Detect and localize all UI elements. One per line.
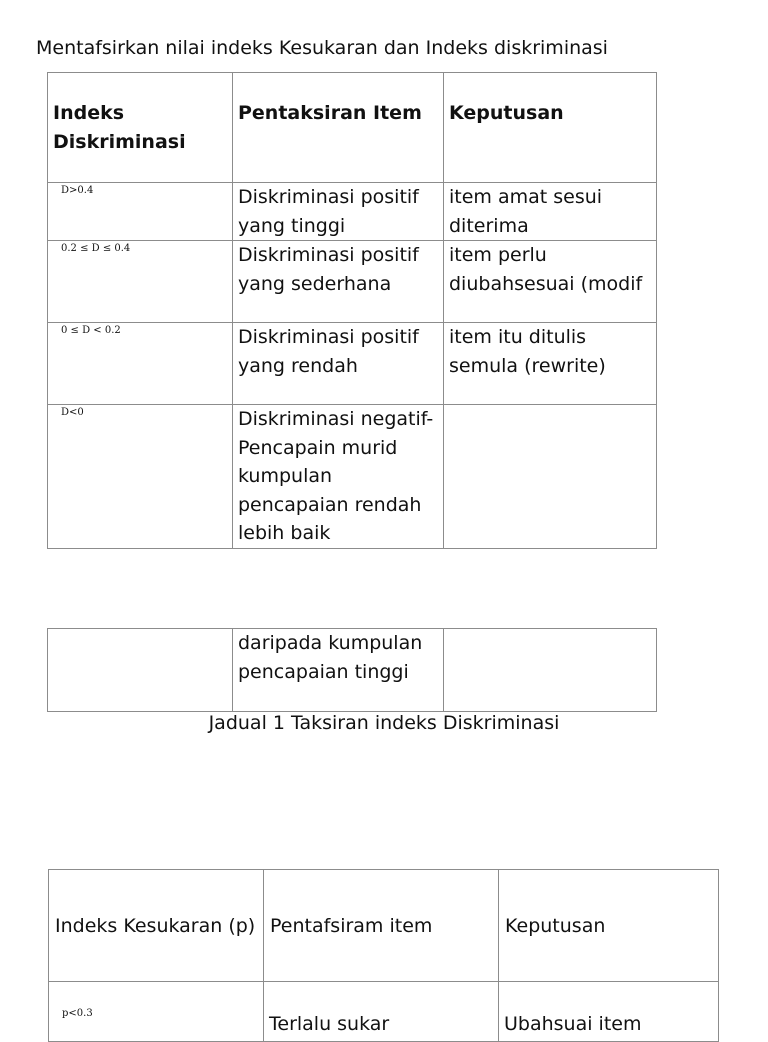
decision-cell: [444, 405, 657, 549]
page-heading: Mentafsirkan nilai indeks Kesukaran dan Indeks diskriminasi: [36, 37, 608, 59]
header-decision: Keputusan: [499, 870, 719, 982]
header-index: Indeks Diskriminasi: [48, 73, 233, 183]
table-header-row: [49, 870, 719, 982]
index-formula: D>0.4: [61, 185, 94, 196]
decision-text: Ubahsuai item: [504, 1013, 642, 1035]
interpretation-cell: Diskriminasi positif yang sederhana: [233, 241, 444, 323]
header-index: Indeks Kesukaran (p): [49, 870, 264, 982]
interpretation-cell: daripada kumpulan pencapaian tinggi: [233, 629, 444, 712]
header-interpretation: Pentaksiran Item: [233, 73, 444, 183]
discrimination-table-continuation: [47, 628, 657, 712]
index-formula: p<0.3: [62, 1008, 93, 1019]
interpretation-cell: [264, 982, 499, 1042]
interpretation-cell: Diskriminasi positif yang rendah: [233, 323, 444, 405]
table-header-row: [48, 73, 657, 183]
table-caption: Jadual 1 Taksiran indeks Diskriminasi: [208, 712, 560, 734]
interpretation-cell: Diskriminasi positif yang tinggi: [233, 183, 444, 241]
index-cell: [48, 183, 233, 241]
header-interpretation: Pentafsiram item: [264, 870, 499, 982]
index-formula: D<0: [61, 407, 84, 418]
interpretation-cell: Diskriminasi negatif- Pencapain murid kumpulan pencapaian rendah lebih baik: [233, 405, 444, 549]
index-formula: 0 ≤ D < 0.2: [61, 325, 121, 336]
index-formula: 0.2 ≤ D ≤ 0.4: [61, 243, 131, 254]
interpretation-text: Terlalu sukar: [269, 1013, 390, 1035]
table-row: [48, 629, 657, 712]
index-cell: [49, 982, 264, 1042]
index-cell: [48, 323, 233, 405]
header-decision: Keputusan: [444, 73, 657, 183]
table-row: [48, 183, 657, 241]
decision-cell: item amat sesui diterima: [444, 183, 657, 241]
decision-cell: [444, 629, 657, 712]
difficulty-table: [48, 869, 719, 1042]
table-row: [48, 405, 657, 549]
index-cell: [48, 241, 233, 323]
index-cell: [48, 405, 233, 549]
decision-cell: [499, 982, 719, 1042]
table-row: [48, 241, 657, 323]
discrimination-table: [47, 72, 657, 549]
index-cell: [48, 629, 233, 712]
table-row: [49, 982, 719, 1042]
decision-cell: item itu ditulis semula (rewrite): [444, 323, 657, 405]
table-row: [48, 323, 657, 405]
decision-cell: item perlu diubahsesuai (modif: [444, 241, 657, 323]
